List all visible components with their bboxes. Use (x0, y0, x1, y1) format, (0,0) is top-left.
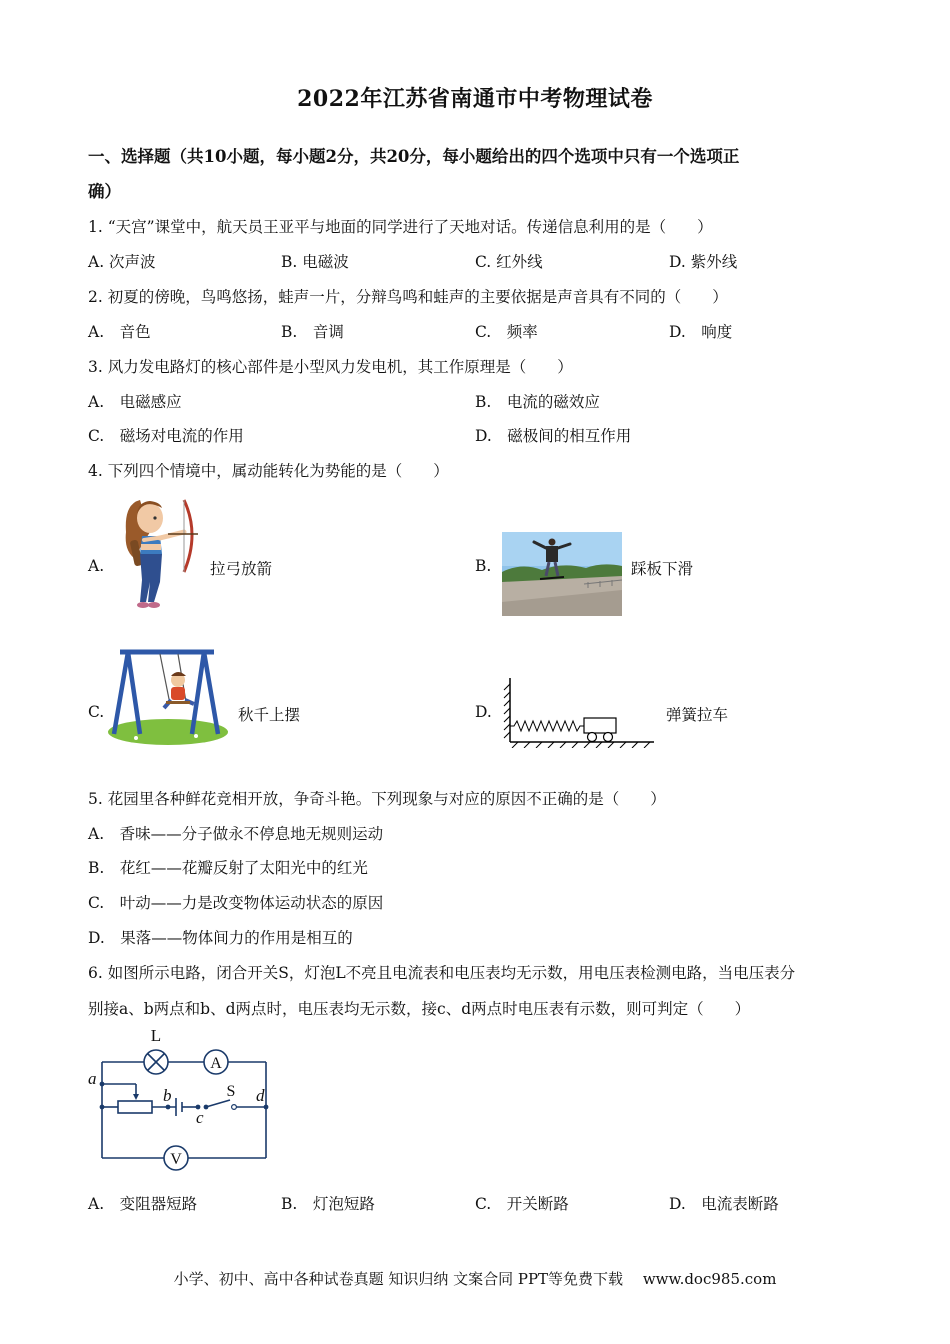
q3-option-d: D. 磁极间的相互作用 (475, 427, 632, 445)
q4-option-d-letter: D. (475, 703, 492, 721)
q3-option-a: A. 电磁感应 (88, 393, 182, 411)
q3-option-c: C. 磁场对电流的作用 (88, 427, 244, 445)
ammeter-label: A (210, 1055, 222, 1072)
q1-option-a: A. 次声波 (88, 253, 156, 271)
q5-option-b: B. 花红——花瓣反射了太阳光中的红光 (88, 859, 368, 877)
q3-option-b: B. 电流的磁效应 (475, 393, 600, 411)
q5-option-d: D. 果落——物体间力的作用是相互的 (88, 929, 353, 947)
q6-option-c: C. 开关断路 (475, 1195, 569, 1213)
voltmeter-label: V (170, 1151, 182, 1168)
footer-text: 小学、初中、高中各种试卷真题 知识归纳 文案合同 PPT等免费下载 www.doc985.com (173, 1270, 777, 1288)
q2-option-d: D. 响度 (669, 323, 733, 341)
lamp-label: L (150, 1026, 162, 1045)
point-c-label: c (196, 1108, 204, 1127)
q1-option-b: B. 电磁波 (281, 253, 349, 271)
section-heading-line2: 确） (88, 182, 121, 201)
q4-option-c-letter: C. (88, 703, 105, 721)
circuit-diagram (84, 1026, 284, 1176)
question-5-stem: 5. 花园里各种鲜花竞相开放，争奇斗艳。下列现象与对应的原因不正确的是（ ） (88, 790, 666, 808)
section-heading-line1: 一、选择题（共10小题，每小题2分，共20分，每小题给出的四个选项中只有一个选项正 (88, 147, 740, 166)
point-d-label: d (256, 1086, 265, 1105)
point-b-label: b (163, 1086, 172, 1105)
question-3-stem: 3. 风力发电路灯的核心部件是小型风力发电机，其工作原理是（ ） (88, 358, 573, 376)
question-6-stem-line2: 别接a、b两点和b、d两点时，电压表均无示数，接c、d两点时电压表有示数，则可判定（ ） (88, 1000, 751, 1018)
archer-girl-illustration (110, 492, 200, 612)
q6-option-d: D. 电流表断路 (669, 1195, 779, 1213)
q4-option-b-label: 踩板下滑 (631, 560, 694, 578)
page-title: 2022年江苏省南通市中考物理试卷 (297, 86, 653, 112)
q6-option-a: A. 变阻器短路 (88, 1195, 198, 1213)
switch-label: S (226, 1083, 236, 1100)
q1-option-c: C. 红外线 (475, 253, 543, 271)
q4-option-a-label: 拉弓放箭 (210, 560, 273, 578)
q1-option-d: D. 紫外线 (669, 253, 738, 271)
q4-option-d-label: 弹簧拉车 (666, 706, 729, 724)
question-2-stem: 2. 初夏的傍晚，鸟鸣悠扬，蛙声一片，分辩鸟鸣和蛙声的主要依据是声音具有不同的（ ） (88, 288, 728, 306)
point-a-label: a (88, 1069, 97, 1088)
q2-option-a: A. 音色 (88, 323, 151, 341)
q4-option-c-label: 秋千上摆 (238, 706, 301, 724)
spring-cart-diagram (500, 674, 656, 748)
q4-option-a-letter: A. (88, 557, 105, 575)
q5-option-c: C. 叶动——力是改变物体运动状态的原因 (88, 894, 384, 912)
question-4-stem: 4. 下列四个情境中，属动能转化为势能的是（ ） (88, 462, 449, 480)
q6-option-b: B. 灯泡短路 (281, 1195, 375, 1213)
q5-option-a: A. 香味——分子做永不停息地无规则运动 (88, 825, 384, 843)
q2-option-b: B. 音调 (281, 323, 344, 341)
question-6-stem-line1: 6. 如图所示电路，闭合开关S，灯泡L不亮且电流表和电压表均无示数，用电压表检测电路，当电压表分 (88, 964, 796, 982)
q2-option-c: C. 频率 (475, 323, 538, 341)
skateboarder-photo (502, 532, 622, 616)
q4-option-b-letter: B. (475, 557, 492, 575)
question-1-stem: 1. “天宫”课堂中，航天员王亚平与地面的同学进行了天地对话。传递信息利用的是（ ） (88, 218, 713, 236)
swing-illustration (106, 648, 230, 746)
